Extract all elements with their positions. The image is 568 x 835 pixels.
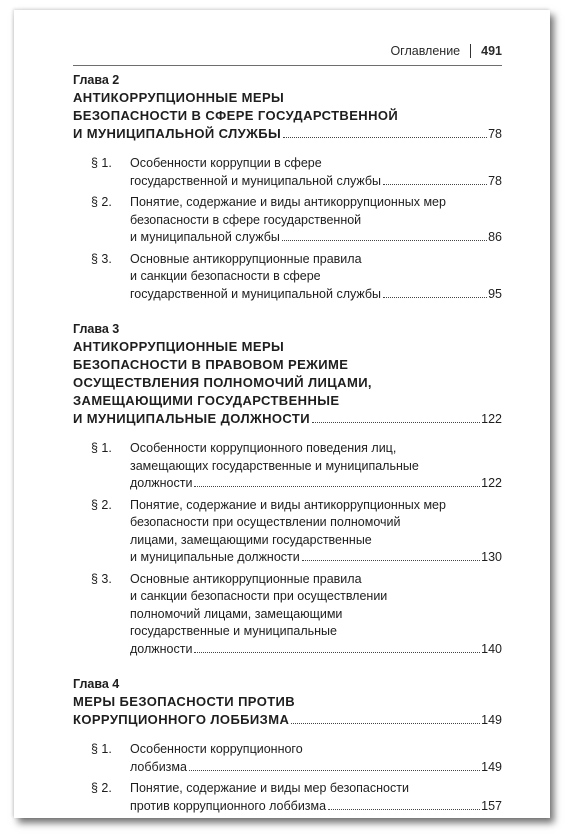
section-title-line: Понятие, содержание и виды антикоррупционных мер bbox=[130, 497, 446, 512]
page-number: 491 bbox=[481, 44, 502, 58]
book-page bbox=[14, 10, 550, 818]
chapter-label: Глава 4 bbox=[73, 677, 120, 691]
chapter-entry[interactable] bbox=[73, 676, 502, 815]
section-entry[interactable] bbox=[73, 251, 502, 304]
dot-leader bbox=[282, 240, 487, 241]
section-entry[interactable] bbox=[73, 497, 502, 567]
section-title-line: Особенности коррупции в сфере bbox=[130, 156, 322, 170]
section-entry[interactable] bbox=[73, 155, 502, 190]
dot-leader bbox=[291, 723, 480, 724]
chapter-title bbox=[73, 89, 502, 143]
dot-leader bbox=[194, 652, 480, 653]
chapter-label: Глава 2 bbox=[73, 73, 120, 87]
chapter-title bbox=[73, 338, 502, 428]
chapter-title-last-line bbox=[73, 410, 502, 428]
section-list bbox=[73, 440, 502, 658]
section-body bbox=[130, 780, 502, 815]
section-last-line bbox=[130, 173, 502, 191]
section-title-line: Особенности коррупционного bbox=[130, 742, 303, 756]
section-number: § 1. bbox=[91, 742, 112, 756]
dot-leader bbox=[328, 809, 480, 810]
chapter-title-line: ЗАМЕЩАЮЩИМИ ГОСУДАРСТВЕННЫЕ bbox=[73, 393, 340, 408]
dot-leader bbox=[194, 486, 480, 487]
section-entry[interactable] bbox=[73, 440, 502, 493]
dot-leader bbox=[383, 297, 487, 298]
chapter-title-line: И МУНИЦИПАЛЬНОЙ СЛУЖБЫ bbox=[73, 126, 282, 141]
section-title-line: Особенности коррупционного поведения лиц, bbox=[130, 441, 397, 455]
section-last-line bbox=[130, 286, 502, 304]
section-last-line bbox=[130, 641, 502, 659]
section-entry[interactable] bbox=[73, 194, 502, 247]
section-body bbox=[130, 194, 502, 247]
chapter-title-line: БЕЗОПАСНОСТИ В СФЕРЕ ГОСУДАРСТВЕННОЙ bbox=[73, 108, 399, 123]
section-number: § 3. bbox=[91, 251, 112, 266]
section-entry[interactable] bbox=[73, 780, 502, 815]
section-page-number: 78 bbox=[488, 173, 502, 188]
section-title-line: государственной и муниципальной службы bbox=[130, 286, 382, 301]
section-entry[interactable] bbox=[73, 571, 502, 659]
section-title-line: лоббизма bbox=[130, 759, 187, 774]
section-title-line: Основные антикоррупционные правила bbox=[130, 571, 362, 586]
header-rule bbox=[73, 65, 502, 66]
section-last-line bbox=[130, 475, 502, 493]
dot-leader bbox=[189, 770, 480, 771]
section-title-line: Понятие, содержание и виды мер безопасности bbox=[130, 781, 409, 795]
chapter-title-last-line bbox=[73, 125, 502, 143]
header-title: Оглавление bbox=[390, 44, 461, 58]
section-number: § 2. bbox=[91, 781, 112, 795]
section-title-line: должности bbox=[130, 476, 193, 490]
section-number: § 1. bbox=[91, 441, 112, 455]
section-title-line: полномочий лицами, замещающими bbox=[130, 606, 343, 621]
section-title-line: государственные и муниципальные bbox=[130, 624, 337, 638]
dot-leader bbox=[312, 422, 480, 423]
chapter-label: Глава 3 bbox=[73, 322, 120, 336]
dot-leader bbox=[383, 184, 487, 185]
section-page-number: 140 bbox=[481, 641, 502, 656]
running-header bbox=[390, 44, 502, 58]
section-page-number: 157 bbox=[481, 798, 502, 813]
section-page-number: 122 bbox=[481, 476, 502, 490]
section-title-line: Основные антикоррупционные правила bbox=[130, 251, 362, 266]
table-of-contents bbox=[73, 67, 502, 819]
section-page-number: 130 bbox=[481, 550, 502, 564]
section-last-line bbox=[130, 798, 502, 816]
section-body bbox=[130, 251, 502, 304]
chapter-title-line: БЕЗОПАСНОСТИ В ПРАВОВОМ РЕЖИМЕ bbox=[73, 357, 349, 372]
chapter-page-number: 78 bbox=[488, 127, 502, 141]
section-last-line bbox=[130, 759, 502, 777]
chapter-title-line: АНТИКОРРУПЦИОННЫЕ МЕРЫ bbox=[73, 339, 285, 354]
section-body bbox=[130, 440, 502, 493]
section-entry[interactable] bbox=[73, 741, 502, 776]
section-title-line: против коррупционного лоббизма bbox=[130, 798, 327, 813]
section-last-line bbox=[130, 229, 502, 247]
section-title-line: и санкции безопасности в сфере bbox=[130, 269, 321, 283]
chapter-title-line: КОРРУПЦИОННОГО ЛОББИЗМА bbox=[73, 712, 290, 727]
header-separator bbox=[470, 44, 471, 58]
section-number: § 1. bbox=[91, 156, 112, 170]
section-title-line: безопасности при осуществлении полномочий bbox=[130, 515, 401, 529]
chapter-title-line: ОСУЩЕСТВЛЕНИЯ ПОЛНОМОЧИЙ ЛИЦАМИ, bbox=[73, 375, 372, 390]
section-body bbox=[130, 155, 502, 190]
dot-leader bbox=[302, 560, 480, 561]
section-list bbox=[73, 741, 502, 815]
section-page-number: 95 bbox=[488, 286, 502, 301]
chapter-page-number: 149 bbox=[481, 713, 502, 727]
chapter-title-line: И МУНИЦИПАЛЬНЫЕ ДОЛЖНОСТИ bbox=[73, 411, 310, 426]
section-page-number: 149 bbox=[481, 759, 502, 774]
chapter-entry[interactable] bbox=[73, 72, 502, 303]
section-title-line: безопасности в сфере государственной bbox=[130, 212, 362, 227]
section-list bbox=[73, 155, 502, 303]
section-title-line: должности bbox=[130, 641, 193, 656]
section-page-number: 86 bbox=[488, 230, 502, 244]
chapter-title bbox=[73, 693, 502, 729]
section-number: § 3. bbox=[91, 571, 112, 586]
section-number: § 2. bbox=[91, 195, 112, 209]
chapter-title-line: АНТИКОРРУПЦИОННЫЕ МЕРЫ bbox=[73, 90, 285, 105]
dot-leader bbox=[283, 137, 487, 138]
chapter-title-last-line bbox=[73, 711, 502, 729]
section-title-line: лицами, замещающими государственные bbox=[130, 532, 372, 547]
section-title-line: Понятие, содержание и виды антикоррупционных мер bbox=[130, 195, 446, 209]
section-title-line: замещающих государственные и муниципальные bbox=[130, 458, 419, 473]
section-title-line: государственной и муниципальной службы bbox=[130, 173, 382, 188]
section-title-line: и муниципальной службы bbox=[130, 230, 280, 244]
section-title-line: и санкции безопасности при осуществлении bbox=[130, 589, 388, 603]
chapter-entry[interactable] bbox=[73, 321, 502, 658]
chapter-page-number: 122 bbox=[481, 412, 502, 426]
section-body bbox=[130, 571, 502, 659]
section-number: § 2. bbox=[91, 497, 112, 512]
section-body bbox=[130, 741, 502, 776]
section-last-line bbox=[130, 549, 502, 567]
section-body bbox=[130, 497, 502, 567]
section-title-line: и муниципальные должности bbox=[130, 550, 300, 564]
chapter-title-line: МЕРЫ БЕЗОПАСНОСТИ ПРОТИВ bbox=[73, 694, 296, 709]
